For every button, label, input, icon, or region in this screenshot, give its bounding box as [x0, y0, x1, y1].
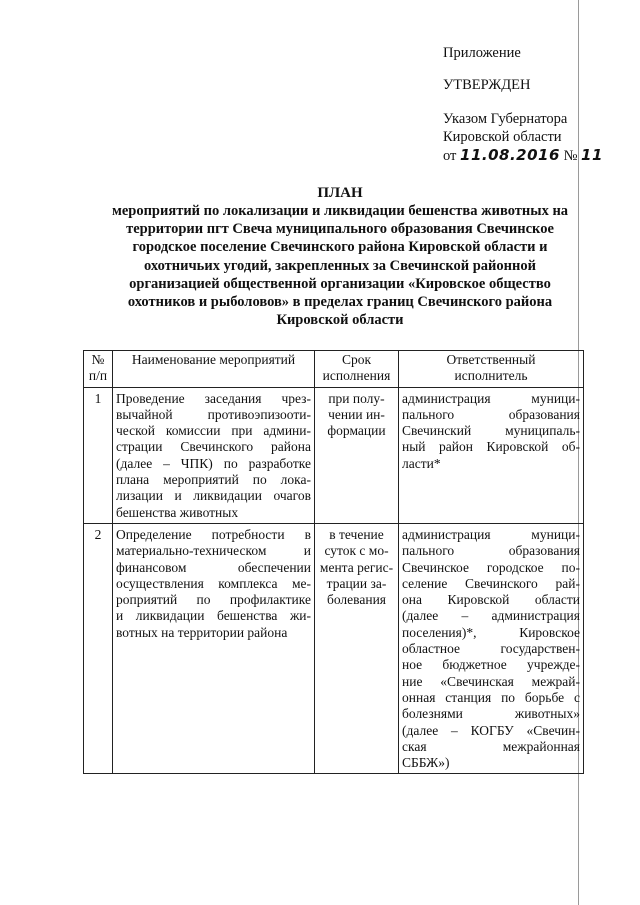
decree-line-1: Указом Губернатора [443, 111, 568, 127]
decree-date-line [443, 146, 603, 165]
table-header-row [84, 351, 584, 388]
title-line: Кировской области [276, 312, 404, 329]
row-responsible: администрация муници- пального образования Свечинское городское по- селение Свечинского рай- она Кировской области (далее – администрация поселения)*, Кировское областное государствен- ное бюджетное учрежде- ние «Свечинская межрай- онная станция по борьбе с болезнями животных» (далее – КОГБУ «Свечин- ская межрайонная СББЖ») [399, 523, 584, 773]
decree-line-2: Кировской области [443, 129, 562, 145]
header-num: № п/п [84, 351, 113, 388]
approval-block [443, 44, 603, 165]
title-line: охотников и рыболовов» в пределах границ Свечинского района [127, 294, 553, 311]
row-number: 1 [84, 387, 113, 523]
row-activity: Проведение заседания чрез- вычайной противоэпизооти- ческой комиссии при админи- страции Свечинского района (далее – ЧПК) по разработке плана мероприятий по лока- лизации и ликвидации очагов бешенства животных [113, 387, 315, 523]
title-line: организацией общественной организации «Кировское общество [129, 275, 551, 292]
title-line: территории пгт Свеча муниципального образования Свечинское [126, 221, 554, 238]
document-title-block [95, 184, 585, 329]
table-row [84, 387, 584, 523]
plan-heading: ПЛАН [317, 185, 363, 201]
table-row [84, 523, 584, 773]
row-responsible: администрация муници- пального образования Свечинский муниципаль- ный район Кировской об- ласти* [399, 387, 584, 523]
title-line: городское поселение Свечинского района Кировской области и [132, 239, 548, 256]
row-term: при полу- чении ин- формации [315, 387, 399, 523]
plan-table [83, 350, 584, 774]
handwritten-number: 11 [581, 146, 603, 164]
date-prefix: от [443, 148, 457, 164]
row-activity: Определение потребности в материально-техническом и финансовом обеспечении осуществления комплекса ме- роприятий по профилактике и ликвидации бешенства жи- вотных на территории района [113, 523, 315, 773]
header-name: Наименование мероприятий [113, 351, 315, 388]
approved-label: УТВЕРЖДЕН [443, 77, 531, 93]
row-number: 2 [84, 523, 113, 773]
title-line: охотничьих угодий, закрепленных за Свечинской районной [144, 257, 536, 274]
number-prefix: № [563, 148, 578, 164]
title-line: мероприятий по локализации и ликвидации бешенства животных на [111, 203, 569, 219]
header-responsible: Ответственный исполнитель [399, 351, 584, 388]
appendix-label: Приложение [443, 45, 521, 61]
header-term: Срок исполнения [315, 351, 399, 388]
handwritten-date: 11.08.2016 [460, 146, 560, 164]
row-term: в течение суток с мо- мента регис- трации за- болевания [315, 523, 399, 773]
